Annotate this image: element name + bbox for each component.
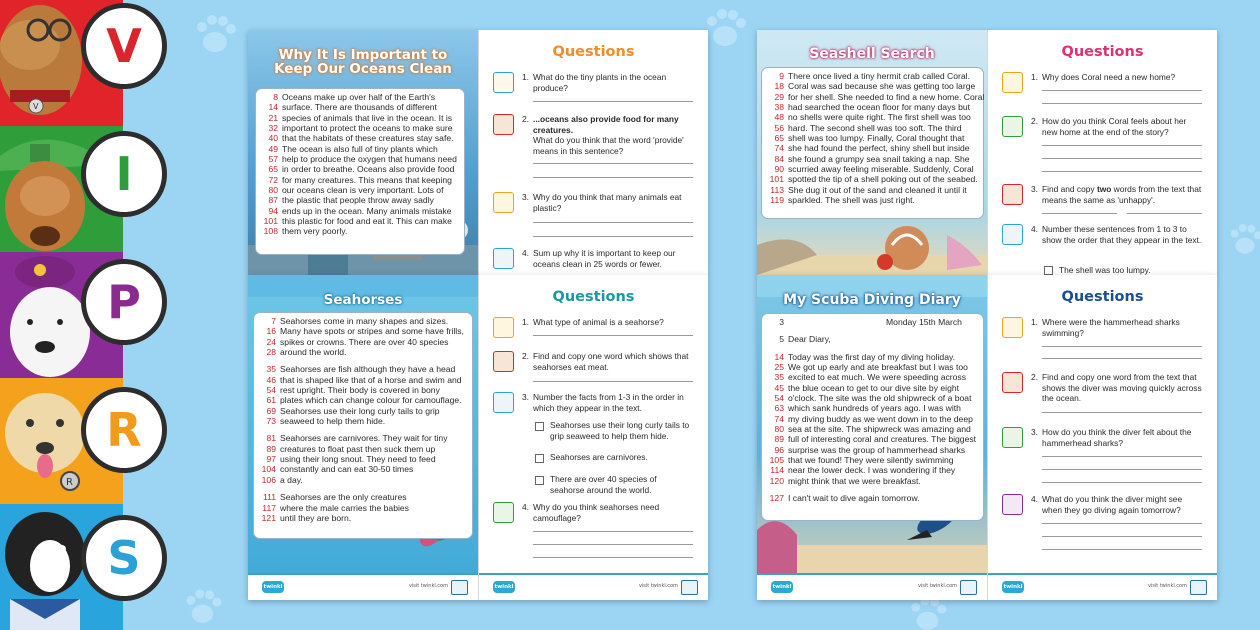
text-line: 72 for many creatures. This means that keeping — [268, 174, 452, 185]
text-line: 94 ends up in the ocean. Many animals mistake — [268, 205, 452, 216]
text-line: 113 She dug it out of the sand and cleaned it until it — [770, 184, 967, 195]
questions-page: Questions 1. What do the tiny plants in the ocean produce? 2. ...oceans also provide food for many creatures. What do you think that the word 'provide' means in this sentence? 3. Why do you think that many animals eat plastic? 4. Sum up why it is important to keep our oceans clean in 25 words or fewer. — [478, 30, 708, 275]
answer-line[interactable] — [533, 557, 693, 558]
answer-line[interactable] — [533, 163, 693, 164]
text-line: 48 no shells were quite right. The first shell was too — [774, 112, 971, 123]
text-line: 114 near the lower deck. I was wondering if they — [770, 465, 956, 476]
vipers-dog-icon — [493, 248, 514, 269]
text-line: 74 my diving buddy as we went down in to the deep — [774, 413, 973, 424]
text-line: 54 rest upright. Their body is covered in bony — [266, 385, 440, 396]
text-line: 121 until they are born. — [261, 512, 352, 523]
svg-text:V: V — [33, 102, 39, 111]
vipers-dog-icon — [1002, 427, 1023, 448]
text-line: 105 that we found! They were silently swimming — [769, 455, 954, 466]
answer-line[interactable] — [1042, 145, 1202, 146]
answer-line[interactable] — [1042, 536, 1202, 537]
text-line: 57 help to produce the oxygen that humans need — [268, 154, 457, 165]
answer-line[interactable] — [1127, 213, 1202, 214]
answer-line[interactable] — [1042, 456, 1202, 457]
footer-bar — [248, 573, 478, 600]
vipers-dog-icon — [1002, 116, 1023, 137]
footer-url: visit twinkl.com — [408, 583, 448, 589]
vipers-dog-icon — [493, 502, 514, 523]
answer-line[interactable] — [533, 101, 693, 102]
vipers-dog-icon — [1002, 72, 1023, 93]
vipers-dog-icon — [493, 317, 514, 338]
order-checkbox[interactable] — [535, 476, 544, 485]
text-line: 106 a day. — [261, 474, 303, 485]
worksheet-scuba-diary — [757, 275, 1217, 600]
text-line: 69 Seahorses use their long curly tails to grip — [266, 405, 440, 416]
text-line: 32 important to protect the oceans to make sure — [268, 123, 453, 134]
text-line: 117 where the male carries the babies — [262, 502, 409, 513]
worksheet-oceans — [248, 30, 708, 275]
text-line: 40 that the habitats of these creatures stay safe. — [268, 133, 454, 144]
page-title: Seahorses — [323, 292, 403, 308]
twinkl-logo: twinkl — [1002, 581, 1024, 593]
text-line: 21 species of animals that live in the ocean. It is — [268, 112, 453, 123]
text-line: 84 she found a grumpy sea snail taking a nap. She — [774, 153, 970, 164]
paw-print-decoration — [1225, 220, 1260, 260]
vipers-letter-p: P — [81, 259, 167, 345]
answer-line[interactable] — [1042, 549, 1202, 550]
answer-line[interactable] — [1042, 358, 1202, 359]
answer-line[interactable] — [1042, 158, 1202, 159]
footer-url: visit twinkl.com — [1147, 583, 1187, 589]
text-line: 101 spotted the tip of a shell poking out of the seabed. — [769, 174, 978, 185]
questions-heading: Questions — [552, 44, 635, 60]
reading-text-box — [255, 88, 465, 255]
page-title: Seashell Search — [809, 46, 935, 62]
text-line: 111 Seahorses are the only creatures — [262, 492, 407, 503]
worksheet-seahorses — [248, 275, 708, 600]
questions-page: Questions 1. What type of animal is a seahorse? 2. Find and copy one word which shows that seahorses eat meat. 3. Number the facts from 1-3 in the order in which they appear in the text. Seahorses use their long curly tails to grip seaweed to help them hide. Seahorses are carnivores. There are over 40 species of seahorse around the world. 4. Why do you think seahorses need camouflage? twinkl visit twinkl.com — [478, 275, 708, 600]
answer-line[interactable] — [533, 381, 693, 382]
vipers-dog-icon — [493, 114, 514, 135]
text-line: 89 full of interesting coral and creatures. The biggest — [774, 434, 977, 445]
text-line: 80 our oceans clean is very important. Lots of — [268, 185, 444, 196]
text-line: 97 using their long snout. They need to feed — [266, 454, 436, 465]
text-line: 87 the plastic that people throw away sadly — [268, 195, 434, 206]
paw-print-decoration — [190, 10, 240, 60]
footer-url: visit twinkl.com — [638, 583, 678, 589]
questions-heading: Questions — [1061, 44, 1144, 60]
page-title: Why It Is Important to Keep Our Oceans Clean — [274, 47, 452, 78]
answer-line[interactable] — [1042, 469, 1202, 470]
answer-line[interactable] — [533, 531, 693, 532]
text-line: 89 creatures to float past then suck them up — [266, 443, 436, 454]
text-line: 119 sparkled. The shell was just right. — [770, 195, 915, 206]
vipers-letter-i: I — [81, 131, 167, 217]
svg-text:R: R — [66, 477, 73, 488]
answer-line[interactable] — [1042, 213, 1117, 214]
vipers-dog-icon — [1002, 184, 1023, 205]
text-line: 101 this plastic for food and eat it. This can make — [263, 216, 452, 227]
badge-logo — [960, 580, 977, 595]
answer-line[interactable] — [1042, 103, 1202, 104]
text-line: 38 had searched the ocean floor for many days but — [774, 102, 971, 113]
text-line: 9 There once lived a tiny hermit crab called Coral. — [779, 71, 970, 81]
answer-line[interactable] — [1042, 482, 1202, 483]
footer-bar — [479, 573, 708, 600]
badge-logo — [451, 580, 468, 595]
text-line: 127 I can't wait to dive again tomorrow. — [769, 493, 920, 504]
answer-line[interactable] — [1042, 171, 1202, 172]
twinkl-logo: twinkl — [262, 581, 284, 593]
answer-line[interactable] — [1042, 346, 1202, 347]
answer-line[interactable] — [533, 236, 693, 237]
text-line: 104 constantly and can eat 30-50 times — [261, 464, 414, 475]
paw-print-decoration — [180, 585, 225, 630]
text-line: 35 excited to eat much. We were speeding across — [774, 372, 967, 383]
text-line: 65 in order to breathe. Oceans also provide food — [268, 164, 455, 175]
date-line: 3 Monday 15th March — [779, 317, 962, 327]
text-line: 61 plates which can change colour for camouflage. — [266, 395, 462, 406]
vipers-dog-icon — [493, 351, 514, 372]
vipers-letter-r: R — [81, 387, 167, 473]
worksheet-seashell — [757, 30, 1217, 275]
vipers-dog-icon — [493, 72, 514, 93]
footer-url: visit twinkl.com — [917, 583, 957, 589]
text-line: 16 Many have spots or stripes and some have frills, — [266, 326, 464, 337]
text-line: 14 Today was the first day of my diving holiday. — [774, 351, 956, 362]
text-line: 65 shell was too lumpy. Finally, Coral thought that — [774, 133, 965, 144]
text-line: 56 hard. The second shell was too soft. The third — [774, 122, 962, 133]
questions-page: Questions 1. Where were the hammerhead sharks swimming? 2. Find and copy one word from the text that shows the diver was moving quickly across the ocean. 3. How do you think the diver felt about the hammerhead sharks? 4. What do you think the diver might see when they go diving again tomorrow? twinkl visit twinkl.com — [987, 275, 1217, 600]
text-line: 35 Seahorses are fish although they have a head — [266, 364, 456, 375]
answer-line[interactable] — [533, 544, 693, 545]
text-line: 54 o'clock. The site was the old shipwreck of a boat — [774, 393, 972, 404]
answer-line[interactable] — [1042, 412, 1202, 413]
twinkl-logo: twinkl — [493, 581, 515, 593]
twinkl-logo: twinkl — [771, 581, 793, 593]
reading-text-box — [761, 67, 984, 219]
vipers-dog-icon — [1002, 317, 1023, 338]
text-line: 8 Oceans make up over half of the Earth's — [273, 92, 436, 102]
text-line: 24 spikes or crowns. There are over 40 species — [266, 336, 449, 347]
text-line: 96 surprise was the group of hammerhead sharks — [774, 444, 966, 455]
text-line: 18 Coral was sad because she was getting too large — [774, 81, 976, 92]
badge-logo — [1190, 580, 1207, 595]
order-checkbox[interactable] — [535, 454, 544, 463]
text-line: 120 might think that we were breakfast. — [769, 475, 921, 486]
text-page — [757, 275, 987, 600]
text-line: 49 The ocean is also full of tiny plants which — [268, 143, 438, 154]
order-checkbox[interactable] — [1044, 266, 1053, 275]
questions-heading: Questions — [552, 289, 635, 305]
text-line: 28 around the world. — [266, 347, 347, 358]
text-page — [248, 275, 478, 600]
text-page — [248, 30, 478, 275]
text-line: 74 she had found the perfect, shiny shell but inside — [774, 143, 970, 154]
answer-line[interactable] — [1042, 523, 1202, 524]
answer-line[interactable] — [1042, 90, 1202, 91]
vipers-dog-icon — [493, 192, 514, 213]
text-line: 73 seaweed to help them hide. — [266, 416, 386, 427]
answer-line[interactable] — [533, 222, 693, 223]
vipers-banner — [0, 0, 142, 630]
text-line: 45 the blue ocean to get to our dive site by eight — [774, 382, 960, 393]
text-line: 81 Seahorses are carnivores. They wait for tiny — [266, 433, 448, 444]
text-line: 29 for her shell. She needed to find a new home. Coral — [774, 91, 985, 102]
reading-text-box — [761, 313, 984, 521]
text-line: 14 surface. There are thousands of different — [268, 102, 437, 113]
badge-logo — [681, 580, 698, 595]
answer-line[interactable] — [533, 177, 693, 178]
footer-bar — [757, 573, 987, 600]
questions-heading: Questions — [1061, 289, 1144, 305]
vipers-letter-v: V — [81, 3, 167, 89]
text-line: 7 Seahorses come in many shapes and sizes. — [271, 316, 449, 326]
text-line: 108 them very poorly. — [263, 226, 348, 237]
vipers-dog-icon — [1002, 372, 1023, 393]
vipers-dog-icon — [1002, 224, 1023, 245]
reading-text-box — [253, 312, 473, 539]
text-page — [757, 30, 987, 275]
text-line: 90 scurried away feeling miserable. Suddenly, Coral — [774, 164, 974, 175]
text-line: 46 that is shaped like that of a horse and swim and — [266, 374, 462, 385]
questions-page: Questions 1. Why does Coral need a new home? 2. How do you think Coral feels about her new home at the end of the story? 3. Find and copy two words from the text that means the same as 'unhappy'. 4. Number these sentences from 1 to 3 to show the order that they appear in the text. The shell was too lumpy. — [987, 30, 1217, 275]
text-line: 25 We got up early and ate breakfast but I was too — [774, 362, 968, 373]
greeting-line: 5 Dear Diary, — [779, 334, 831, 345]
page-title: My Scuba Diving Diary — [783, 292, 961, 308]
answer-line[interactable] — [533, 335, 693, 336]
order-checkbox[interactable] — [535, 422, 544, 431]
footer-bar — [988, 573, 1217, 600]
text-line: 63 which sank hundreds of years ago. I was with — [774, 403, 961, 414]
text-line: 80 sea at the site. The shipwreck was amazing and — [774, 424, 971, 435]
vipers-dog-icon — [1002, 494, 1023, 515]
vipers-dog-icon — [493, 392, 514, 413]
vipers-letter-s: S — [81, 515, 167, 601]
